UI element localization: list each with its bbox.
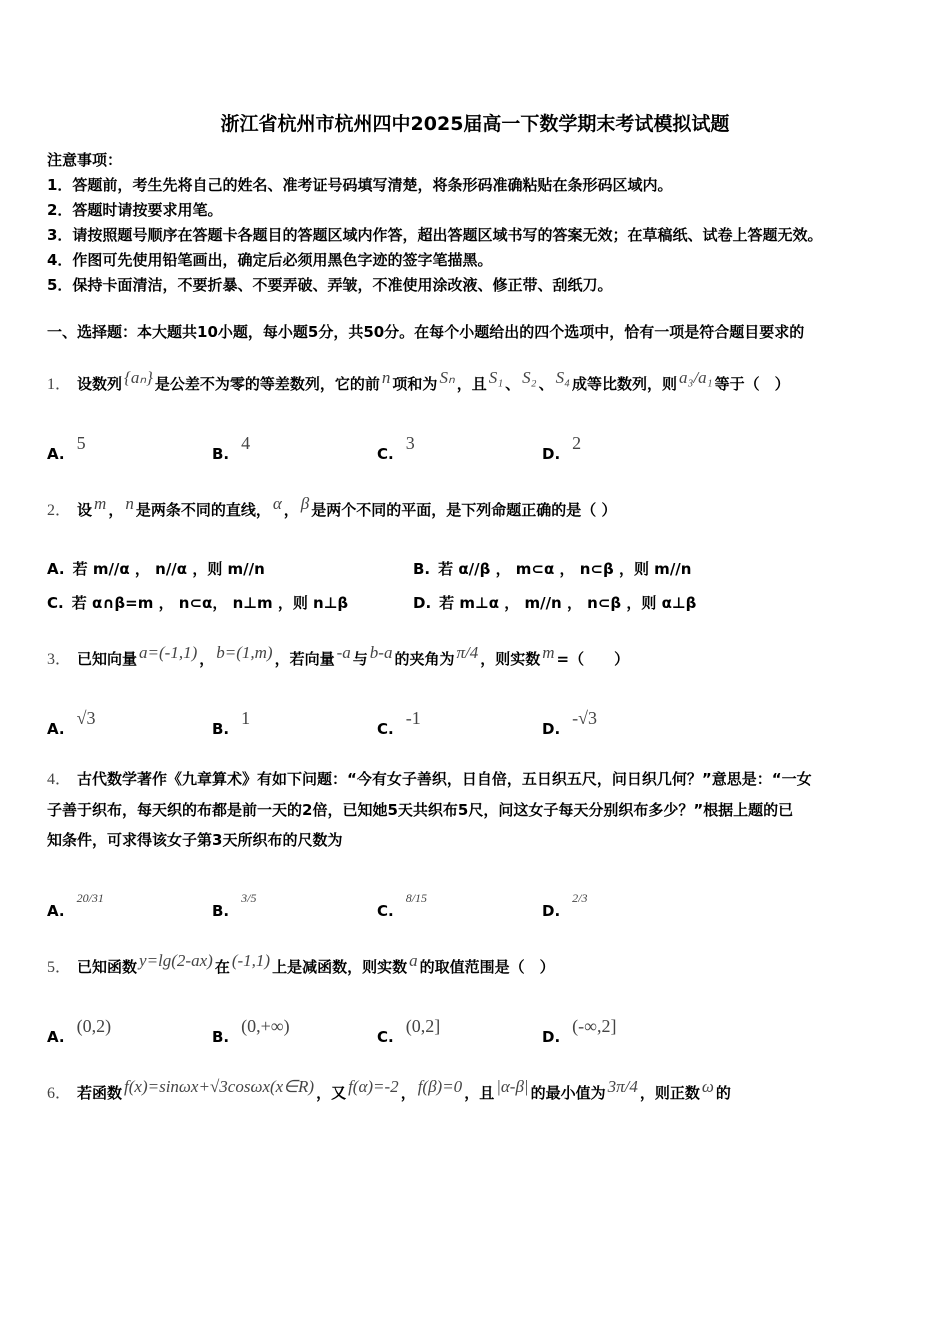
stem-text: 设 xyxy=(77,501,93,519)
option-value: 8/15 xyxy=(405,891,428,905)
option-value: 3 xyxy=(405,433,415,453)
option-label: B. xyxy=(212,1028,230,1046)
stem-text: ， xyxy=(108,501,124,519)
option-text: 若 α∩β=m ， n⊂α， n⊥m ，则 n⊥β xyxy=(71,594,349,612)
option-label: B. xyxy=(413,560,431,578)
option-label: C. xyxy=(377,445,394,463)
math-expression: a=(-1,1) xyxy=(139,643,198,662)
option-value: -√3 xyxy=(572,708,598,728)
question-number: 1． xyxy=(47,376,72,393)
option-value: 4 xyxy=(241,433,251,453)
stem-text: ，且 xyxy=(464,1084,495,1102)
math-expression: β xyxy=(300,494,310,513)
math-expression: f(α)=-2 xyxy=(348,1077,399,1096)
stem-text: 与 xyxy=(352,650,368,668)
option-label: C. xyxy=(377,902,394,920)
option-value: √3 xyxy=(76,708,96,728)
option-label: A. xyxy=(47,1028,65,1046)
option-a[interactable] xyxy=(47,426,212,471)
math-expression: -a xyxy=(336,643,351,662)
option-label: D. xyxy=(542,902,561,920)
question-6 xyxy=(47,1072,930,1109)
stem-text: 子善于织布，每天织的布都是前一天的2倍，已知她5天共织布5尺，问这女子每天分别织布多少？”根据上题的已 xyxy=(47,801,794,819)
notice-section xyxy=(47,148,930,298)
question-2 xyxy=(47,489,930,526)
option-a[interactable] xyxy=(47,881,212,928)
question-number: 6． xyxy=(47,1085,72,1102)
stem-text: 、 xyxy=(505,375,521,393)
option-value: (0,2) xyxy=(76,1016,112,1036)
option-label: D. xyxy=(542,445,561,463)
question-2-options xyxy=(47,552,930,620)
question-1 xyxy=(47,363,930,400)
stem-text: 是两个不同的平面，是下列命题正确的是（ ） xyxy=(311,501,617,519)
option-label: A. xyxy=(47,560,65,578)
math-expression: f(x)=sinωx+√3cosωx(x∈R) xyxy=(124,1077,315,1096)
option-label: B. xyxy=(212,720,230,738)
question-number: 2． xyxy=(47,502,72,519)
math-expression: b-a xyxy=(369,643,393,662)
math-expression: 3π/4 xyxy=(607,1077,638,1096)
option-label: D. xyxy=(542,720,561,738)
option-d[interactable] xyxy=(542,426,707,471)
option-value: 1 xyxy=(241,708,251,728)
option-value: (0,2] xyxy=(405,1016,441,1036)
stem-text: 的 xyxy=(715,1084,731,1102)
stem-text: 在 xyxy=(214,958,230,976)
option-c[interactable] xyxy=(377,701,542,746)
page-title: 浙江省杭州市杭州四中2025届高一下数学期末考试模拟试题 xyxy=(220,113,730,135)
section-heading: 一、选择题：本大题共10小题，每小题5分，共50分。在每个小题给出的四个选项中，恰有一项是符合题目要求的 xyxy=(47,323,805,341)
math-expression: m xyxy=(94,494,107,513)
math-expression: f(β)=0 xyxy=(417,1077,463,1096)
stem-text: ，若向量 xyxy=(274,650,335,668)
question-5 xyxy=(47,946,930,983)
stem-text: ， xyxy=(400,1084,416,1102)
option-value: 3/5 xyxy=(241,891,257,905)
stem-text: 是两条不同的直线， xyxy=(135,501,271,519)
question-number: 5． xyxy=(47,959,72,976)
stem-text: ，则正数 xyxy=(639,1084,700,1102)
math-expression: S₄ xyxy=(555,368,571,387)
option-value: 5 xyxy=(76,433,86,453)
question-3-stem xyxy=(47,638,930,675)
stem-text: 的最小值为 xyxy=(530,1084,606,1102)
math-expression: a xyxy=(409,951,418,970)
stem-text: 已知向量 xyxy=(77,650,138,668)
option-value: -1 xyxy=(405,708,421,728)
option-label: A. xyxy=(47,720,65,738)
option-label: C. xyxy=(377,720,394,738)
option-a[interactable] xyxy=(47,701,212,746)
stem-text: ，且 xyxy=(456,375,487,393)
option-b[interactable] xyxy=(413,552,779,586)
question-list xyxy=(47,363,930,1109)
math-expression: S₁ xyxy=(488,368,504,387)
stem-text: 已知函数 xyxy=(77,958,138,976)
option-label: C. xyxy=(377,1028,394,1046)
option-b[interactable] xyxy=(212,1009,377,1054)
option-value: (0,+∞) xyxy=(241,1016,290,1036)
option-label: C. xyxy=(47,594,64,612)
option-value: 2/3 xyxy=(572,891,588,905)
option-b[interactable] xyxy=(212,881,377,928)
stem-text: ， xyxy=(199,650,215,668)
math-expression: ω xyxy=(701,1077,714,1096)
question-4-stem xyxy=(47,825,930,855)
option-c[interactable] xyxy=(377,1009,542,1054)
stem-text: ， xyxy=(283,501,299,519)
option-label: D. xyxy=(413,594,432,612)
option-a[interactable] xyxy=(47,1009,212,1054)
notice-heading: 注意事项： xyxy=(47,151,123,169)
math-expression: n xyxy=(125,494,134,513)
question-5-options xyxy=(47,1009,930,1054)
math-expression: a₃/a₁ xyxy=(679,368,713,387)
question-3-options xyxy=(47,701,930,746)
option-a[interactable] xyxy=(47,552,413,586)
notice-item: 3．请按照题号顺序在答题卡各题目的答题区域内作答，超出答题区域书写的答案无效；在草稿纸、试卷上答题无效。 xyxy=(47,226,823,244)
stem-text: 等于（ ） xyxy=(714,375,790,393)
option-d[interactable] xyxy=(542,701,707,746)
option-text: 若 α//β ， m⊂α ， n⊂β ，则 m//n xyxy=(438,560,692,578)
stem-text: 设数列 xyxy=(77,375,123,393)
math-expression: y=lg(2-ax) xyxy=(139,951,213,970)
stem-text: ，又 xyxy=(316,1084,347,1102)
option-c[interactable] xyxy=(377,426,542,471)
option-value: 2 xyxy=(572,433,582,453)
option-c[interactable] xyxy=(377,881,542,928)
math-expression: (-1,1) xyxy=(231,951,271,970)
notice-item: 4．作图可先使用铅笔画出，确定后必须用黑色字迹的签字笔描黑。 xyxy=(47,251,493,269)
question-3 xyxy=(47,638,930,675)
stem-text: ，则实数 xyxy=(480,650,541,668)
stem-text: 成等比数列，则 xyxy=(572,375,678,393)
option-b[interactable] xyxy=(212,426,377,471)
notice-item: 5．保持卡面清洁，不要折暴、不要弄破、弄皱，不准使用涂改液、修正带、刮纸刀。 xyxy=(47,276,613,294)
option-c[interactable] xyxy=(47,586,413,620)
option-label: A. xyxy=(47,902,65,920)
option-label: B. xyxy=(212,445,230,463)
math-expression: α xyxy=(272,494,282,513)
stem-text: 上是减函数，则实数 xyxy=(272,958,408,976)
option-value: 20/31 xyxy=(76,891,104,905)
option-text: 若 m⊥α ， m//n ， n⊂β ，则 α⊥β xyxy=(439,594,697,612)
option-d[interactable] xyxy=(542,1009,707,1054)
question-1-options xyxy=(47,426,930,471)
stem-text: =（ ） xyxy=(556,650,630,668)
math-expression: π/4 xyxy=(456,643,479,662)
option-label: D. xyxy=(542,1028,561,1046)
stem-text: 若函数 xyxy=(77,1084,123,1102)
stem-text: 的取值范围是（ ） xyxy=(419,958,555,976)
stem-text: 是公差不为零的等差数列，它的前 xyxy=(154,375,380,393)
option-text: 若 m//α ， n//α ，则 m//n xyxy=(72,560,265,578)
question-4 xyxy=(47,764,930,855)
question-4-options xyxy=(47,881,930,928)
question-6-stem xyxy=(47,1072,930,1109)
notice-item: 2．答题时请按要求用笔。 xyxy=(47,201,223,219)
option-b[interactable] xyxy=(212,701,377,746)
question-number: 4． xyxy=(47,771,72,788)
question-5-stem xyxy=(47,946,930,983)
option-d[interactable] xyxy=(413,586,779,620)
question-1-stem xyxy=(47,363,930,400)
question-4-stem xyxy=(47,764,930,795)
math-expression: Sₙ xyxy=(439,368,455,387)
question-4-stem xyxy=(47,795,930,825)
math-expression: m xyxy=(542,643,555,662)
math-expression: n xyxy=(381,368,391,387)
stem-text: 知条件，可求得该女子第3天所织布的尺数为 xyxy=(47,831,343,849)
math-expression: {aₙ} xyxy=(124,368,153,387)
math-expression: |α-β| xyxy=(496,1077,529,1096)
option-label: B. xyxy=(212,902,230,920)
option-label: A. xyxy=(47,445,65,463)
stem-text: 古代数学著作《九章算术》有如下问题：“今有女子善织，日自倍，五日织五尺，问日织几何？”意思是：“一女 xyxy=(77,770,812,788)
stem-text: 、 xyxy=(538,375,554,393)
option-value: (-∞,2] xyxy=(572,1016,617,1036)
math-expression: S₂ xyxy=(522,368,537,387)
stem-text: 项和为 xyxy=(392,375,438,393)
stem-text: 的夹角为 xyxy=(394,650,455,668)
question-number: 3． xyxy=(47,651,72,668)
notice-item: 1．答题前，考生先将自己的姓名、准考证号码填写清楚，将条形码准确粘贴在条形码区域内。 xyxy=(47,176,673,194)
option-d[interactable] xyxy=(542,881,707,928)
math-expression: b=(1,m) xyxy=(216,643,273,662)
question-2-stem xyxy=(47,489,930,526)
